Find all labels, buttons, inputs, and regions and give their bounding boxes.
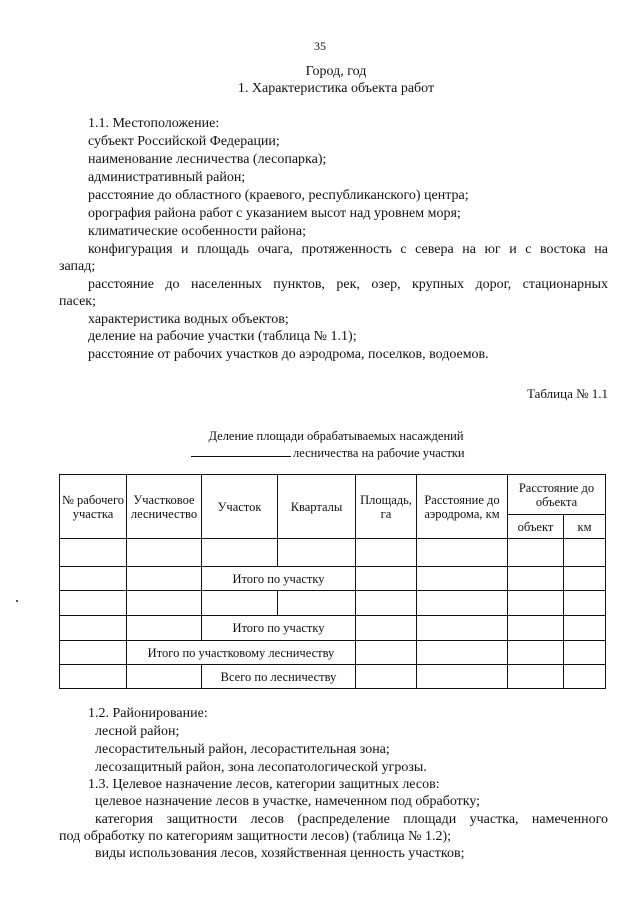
total-plot-cell: Итого по участку — [202, 567, 356, 591]
list-item: виды использования лесов, хозяйственная ценность участков; — [95, 846, 465, 861]
scan-speck — [16, 600, 18, 602]
list-item: лесной район; — [95, 724, 180, 739]
table-row — [60, 567, 606, 591]
section-1-3-title: 1.3. Целевое назначение лесов, категории защитных лесов: — [88, 777, 440, 792]
table-row — [60, 616, 606, 641]
header-object-distance: Расстояние до объекта — [508, 475, 606, 515]
list-item-continuation: запад; — [59, 259, 96, 274]
table-caption-text: лесничества на рабочие участки — [293, 446, 465, 460]
list-item: конфигурация и площадь очага, протяженность с севера на юг и с востока на — [88, 242, 608, 257]
plots-table — [59, 474, 606, 689]
list-item: целевое назначение лесов в участке, намеченном под обработку; — [95, 794, 481, 809]
header-object: объект — [508, 515, 564, 539]
table-row — [60, 665, 606, 689]
caption-blank — [191, 444, 291, 457]
section-1-1-title: 1.1. Местоположение: — [88, 116, 220, 131]
list-item: характеристика водных объектов; — [88, 312, 289, 327]
table-row — [60, 591, 606, 616]
list-item: расстояние от рабочих участков до аэродрома, поселков, водоемов. — [88, 347, 489, 362]
total-district-cell: Итого по участковому лесничеству — [127, 641, 356, 665]
list-item: деление на рабочие участки (таблица № 1.1); — [88, 329, 357, 344]
list-item: расстояние до населенных пунктов, рек, озер, крупных дорог, стационарных — [88, 277, 608, 292]
section-1-2-title: 1.2. Районирование: — [88, 706, 208, 721]
list-item-continuation: под обработку по категориям защитности лесов) (таблица № 1.2); — [59, 829, 452, 844]
header-area: Площадь, га — [356, 475, 417, 539]
list-item: наименование лесничества (лесопарка); — [88, 152, 327, 167]
header-quarters: Кварталы — [278, 475, 356, 539]
table-row — [60, 539, 606, 567]
table-label: Таблица № 1.1 — [527, 386, 609, 401]
header-km: км — [564, 515, 606, 539]
list-item: административный район; — [88, 170, 246, 185]
list-item: орография района работ с указанием высот над уровнем моря; — [88, 206, 461, 221]
list-item: климатические особенности района; — [88, 224, 307, 239]
list-item: расстояние до областного (краевого, республиканского) центра; — [88, 188, 469, 203]
list-item: категория защитности лесов (распределение площади участка, намеченного — [95, 812, 608, 827]
section-title: 1. Характеристика объекта работ — [237, 81, 435, 96]
total-all-cell: Всего по лесничеству — [202, 665, 356, 689]
header-district-forestry: Участковое лесничество — [127, 475, 202, 539]
table-caption-line1: Деление площади обрабатываемых насаждений — [208, 429, 464, 443]
table-caption-line2 — [191, 444, 465, 462]
header-plot-number: № рабочего участка — [60, 475, 127, 539]
total-plot-cell: Итого по участку — [202, 616, 356, 641]
header-plot: Участок — [202, 475, 278, 539]
header-airfield-distance: Расстояние до аэродрома, км — [417, 475, 508, 539]
header-city-year: Город, год — [305, 64, 367, 79]
list-item: лесорастительный район, лесорастительная зона; — [95, 742, 390, 757]
table-row — [60, 641, 606, 665]
list-item: субъект Российской Федерации; — [88, 134, 280, 149]
page-number: 35 — [314, 39, 326, 53]
list-item-continuation: пасек; — [59, 294, 96, 309]
list-item: лесозащитный район, зона лесопатологической угрозы. — [95, 760, 427, 775]
